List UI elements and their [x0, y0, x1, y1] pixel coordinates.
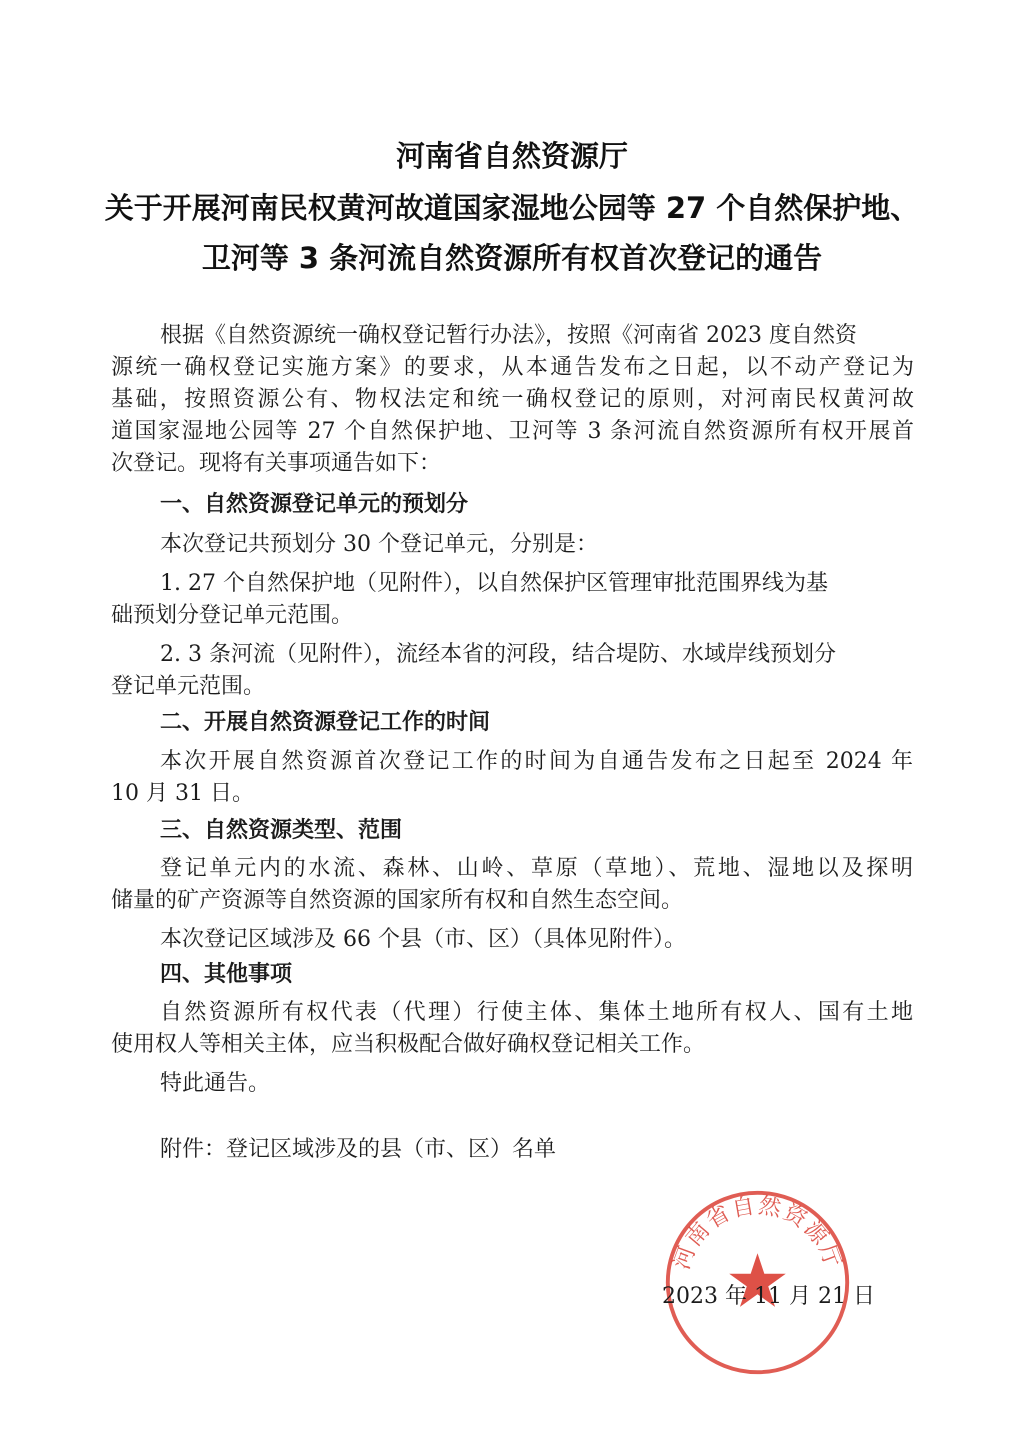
section-1-line-4: 2. 3 条河流（见附件），流经本省的河段，结合堤防、水域岸线预划分 [160, 642, 836, 667]
svg-text:河南省自然资源厅: 河南省自然资源厅 [668, 1192, 847, 1273]
document-title-line-3: 卫河等 3 条河流自然资源所有权首次登记的通告 [201, 241, 823, 275]
intro-line-5: 次登记。现将有关事项通告如下： [111, 451, 442, 476]
intro-line-1: 根据《自然资源统一确权登记暂行办法》，按照《河南省 2023 度自然资 [160, 323, 857, 348]
document-date: 2023 年 11 月 21 日 [662, 1284, 875, 1309]
section-1-line-5: 登记单元范围。 [111, 674, 266, 699]
intro-line-4: 道国家湿地公园等 27 个自然保护地、卫河等 3 条河流自然资源所有权开展首 [111, 419, 914, 444]
section-3-line-3: 本次登记区域涉及 66 个县（市、区）（具体见附件）。 [160, 927, 686, 952]
section-2-line-2: 10 月 31 日。 [111, 781, 254, 806]
section-4-line-3: 特此通告。 [160, 1071, 271, 1096]
attachment-note: 附件：登记区域涉及的县（市、区）名单 [160, 1137, 557, 1162]
intro-line-2: 源统一确权登记实施方案》的要求，从本通告发布之日起，以不动产登记为 [111, 355, 914, 380]
section-4-line-1: 自然资源所有权代表（代理）行使主体、集体土地所有权人、国有土地 [160, 1000, 913, 1025]
section-3-line-2: 储量的矿产资源等自然资源的国家所有权和自然生态空间。 [111, 888, 684, 913]
section-1-line-1: 本次登记共预划分 30 个登记单元，分别是： [160, 532, 598, 557]
document-title-line-1: 河南省自然资源厅 [395, 139, 628, 173]
intro-line-3: 基础，按照资源公有、物权法定和统一确权登记的原则，对河南民权黄河故 [111, 387, 914, 412]
section-4-line-2: 使用权人等相关主体，应当积极配合做好确权登记相关工作。 [111, 1032, 706, 1057]
section-2-heading: 二、开展自然资源登记工作的时间 [160, 710, 491, 735]
section-1-heading: 一、自然资源登记单元的预划分 [160, 492, 469, 517]
section-4-heading: 四、其他事项 [160, 962, 293, 987]
section-3-heading: 三、自然资源类型、范围 [160, 818, 403, 843]
section-1-line-2: 1. 27 个自然保护地（见附件），以自然保护区管理审批范围界线为基 [160, 571, 828, 596]
document-title-line-2: 关于开展河南民权黄河故道国家湿地公园等 27 个自然保护地、 [104, 191, 920, 225]
section-3-line-1: 登记单元内的水流、森林、山岭、草原（草地）、荒地、湿地以及探明 [160, 856, 913, 881]
section-1-line-3: 础预划分登记单元范围。 [111, 603, 354, 628]
section-2-line-1: 本次开展自然资源首次登记工作的时间为自通告发布之日起至 2024 年 [160, 749, 913, 774]
